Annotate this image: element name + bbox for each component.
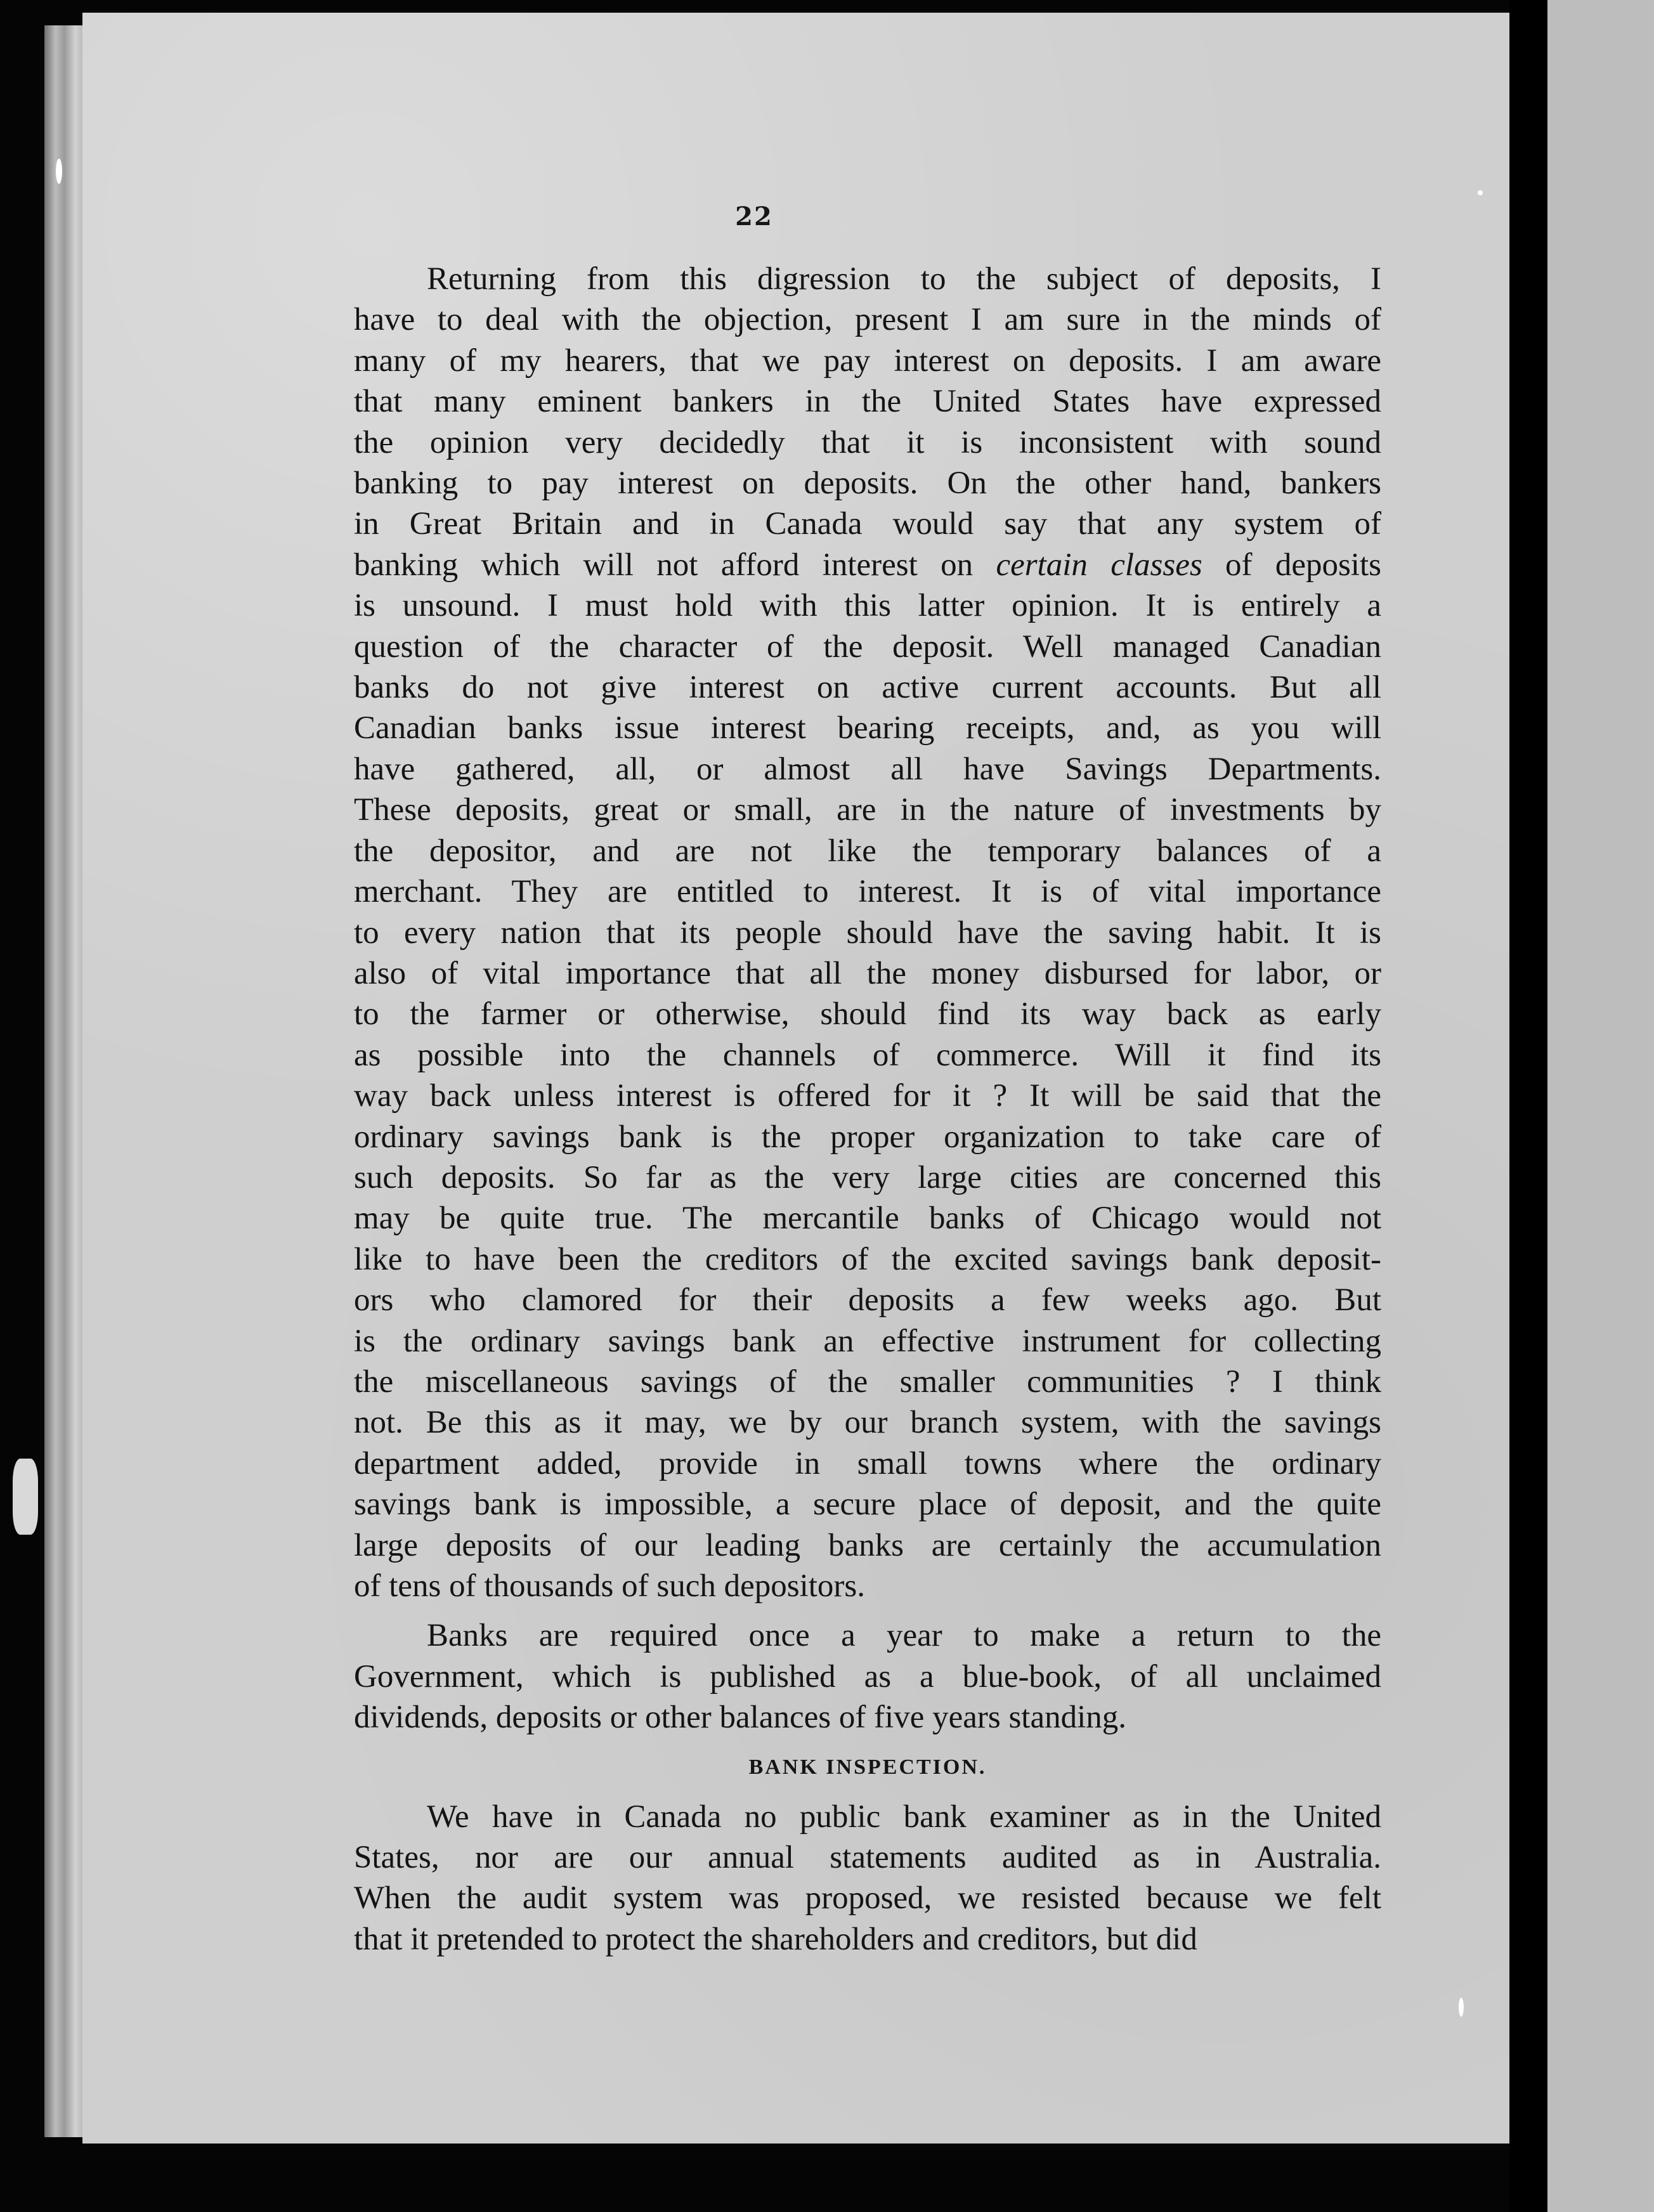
- text-line: Government, which is published as a blue-book, of all unclaimed: [354, 1658, 1381, 1695]
- text-line: banking to pay interest on deposits. On the other hand, bankers: [354, 465, 1381, 502]
- text-line: These deposits, great or small, are in the nature of investments by: [354, 792, 1381, 828]
- text-line: large deposits of our leading banks are certainly the accumulation: [354, 1527, 1381, 1563]
- text-line: not. Be this as it may, we by our branch system, with the savings: [354, 1405, 1381, 1441]
- text-line: banks do not give interest on active current accounts. But all: [354, 670, 1381, 706]
- text-line: When the audit system was proposed, we resisted because we felt: [354, 1880, 1381, 1916]
- section-heading-bank-inspection: BANK INSPECTION.: [748, 1755, 987, 1779]
- text-line: We have in Canada no public bank examiner as in the United: [427, 1799, 1381, 1835]
- text-line: of tens of thousands of such depositors.: [354, 1568, 865, 1604]
- body-text: [354, 259, 1381, 1960]
- scan-speck: [1478, 190, 1483, 195]
- scan-speck: [1459, 1998, 1464, 2017]
- text-line: States, nor are our annual statements audited as in Australia.: [354, 1840, 1381, 1876]
- book-gutter: [1509, 0, 1547, 2212]
- text-line: the miscellaneous savings of the smaller communities ? I think: [354, 1363, 1381, 1400]
- text-line: to every nation that its people should have the saving habit. It is: [354, 914, 1381, 951]
- text-line: such deposits. So far as the very large cities are concerned this: [354, 1159, 1381, 1195]
- text-line: savings bank is impossible, a secure place of deposit, and the quite: [354, 1487, 1381, 1523]
- text-line: department added, provide in small towns where the ordinary: [354, 1445, 1381, 1481]
- text-line: banking which will not afford interest on certain classes of deposits: [354, 547, 1381, 583]
- page-number: 22: [735, 202, 773, 231]
- paragraph-unclaimed-balances: [354, 1615, 1381, 1738]
- text-line: to the farmer or otherwise, should find its way back as early: [354, 996, 1381, 1032]
- text-line: question of the character of the deposit. Well managed Canadian: [354, 628, 1381, 665]
- text-line: Banks are required once a year to make a return to the: [427, 1618, 1381, 1654]
- text-line: Canadian banks issue interest bearing receipts, and, as you will: [354, 710, 1381, 746]
- facing-page-edge: [1547, 0, 1654, 2212]
- emphasis: certain classes: [996, 547, 1202, 583]
- text-line: have to deal with the objection, present I am sure in the minds of: [354, 302, 1381, 338]
- text-line: the depositor, and are not like the temporary balances of a: [354, 833, 1381, 869]
- text-line: as possible into the channels of commerce. Will it find its: [354, 1037, 1381, 1073]
- text-line: Returning from this digression to the subject of deposits, I: [427, 261, 1381, 297]
- scan-speck: [13, 1459, 38, 1535]
- text-line: that many eminent bankers in the United States have expressed: [354, 384, 1381, 420]
- paragraph-deposits: [354, 259, 1381, 1606]
- scan-speck: [56, 159, 62, 184]
- text-line: also of vital importance that all the money disbursed for labor, or: [354, 955, 1381, 991]
- text-line: dividends, deposits or other balances of five years standing.: [354, 1700, 1127, 1736]
- text-line: like to have been the creditors of the excited savings bank deposit-: [354, 1241, 1381, 1277]
- text-line: is unsound. I must hold with this latter opinion. It is entirely a: [354, 588, 1381, 624]
- text-line: ordinary savings bank is the proper organization to take care of: [354, 1119, 1381, 1155]
- text-line: way back unless interest is offered for it ? It will be said that the: [354, 1078, 1381, 1114]
- paragraph-bank-inspection: [354, 1797, 1381, 1960]
- text-line: ors who clamored for their deposits a few weeks ago. But: [354, 1282, 1381, 1318]
- text-line: many of my hearers, that we pay interest on deposits. I am aware: [354, 342, 1381, 379]
- text-line: that it pretended to protect the shareholders and creditors, but did: [354, 1921, 1197, 1957]
- text-line: the opinion very decidedly that it is inconsistent with sound: [354, 424, 1381, 460]
- text-line: may be quite true. The mercantile banks of Chicago would not: [354, 1200, 1381, 1237]
- text-line: in Great Britain and in Canada would say that any system of: [354, 506, 1381, 542]
- text-line: is the ordinary savings bank an effective instrument for collecting: [354, 1323, 1381, 1359]
- text-line: merchant. They are entitled to interest. It is of vital importance: [354, 874, 1381, 910]
- text-line: have gathered, all, or almost all have Savings Departments.: [354, 751, 1381, 787]
